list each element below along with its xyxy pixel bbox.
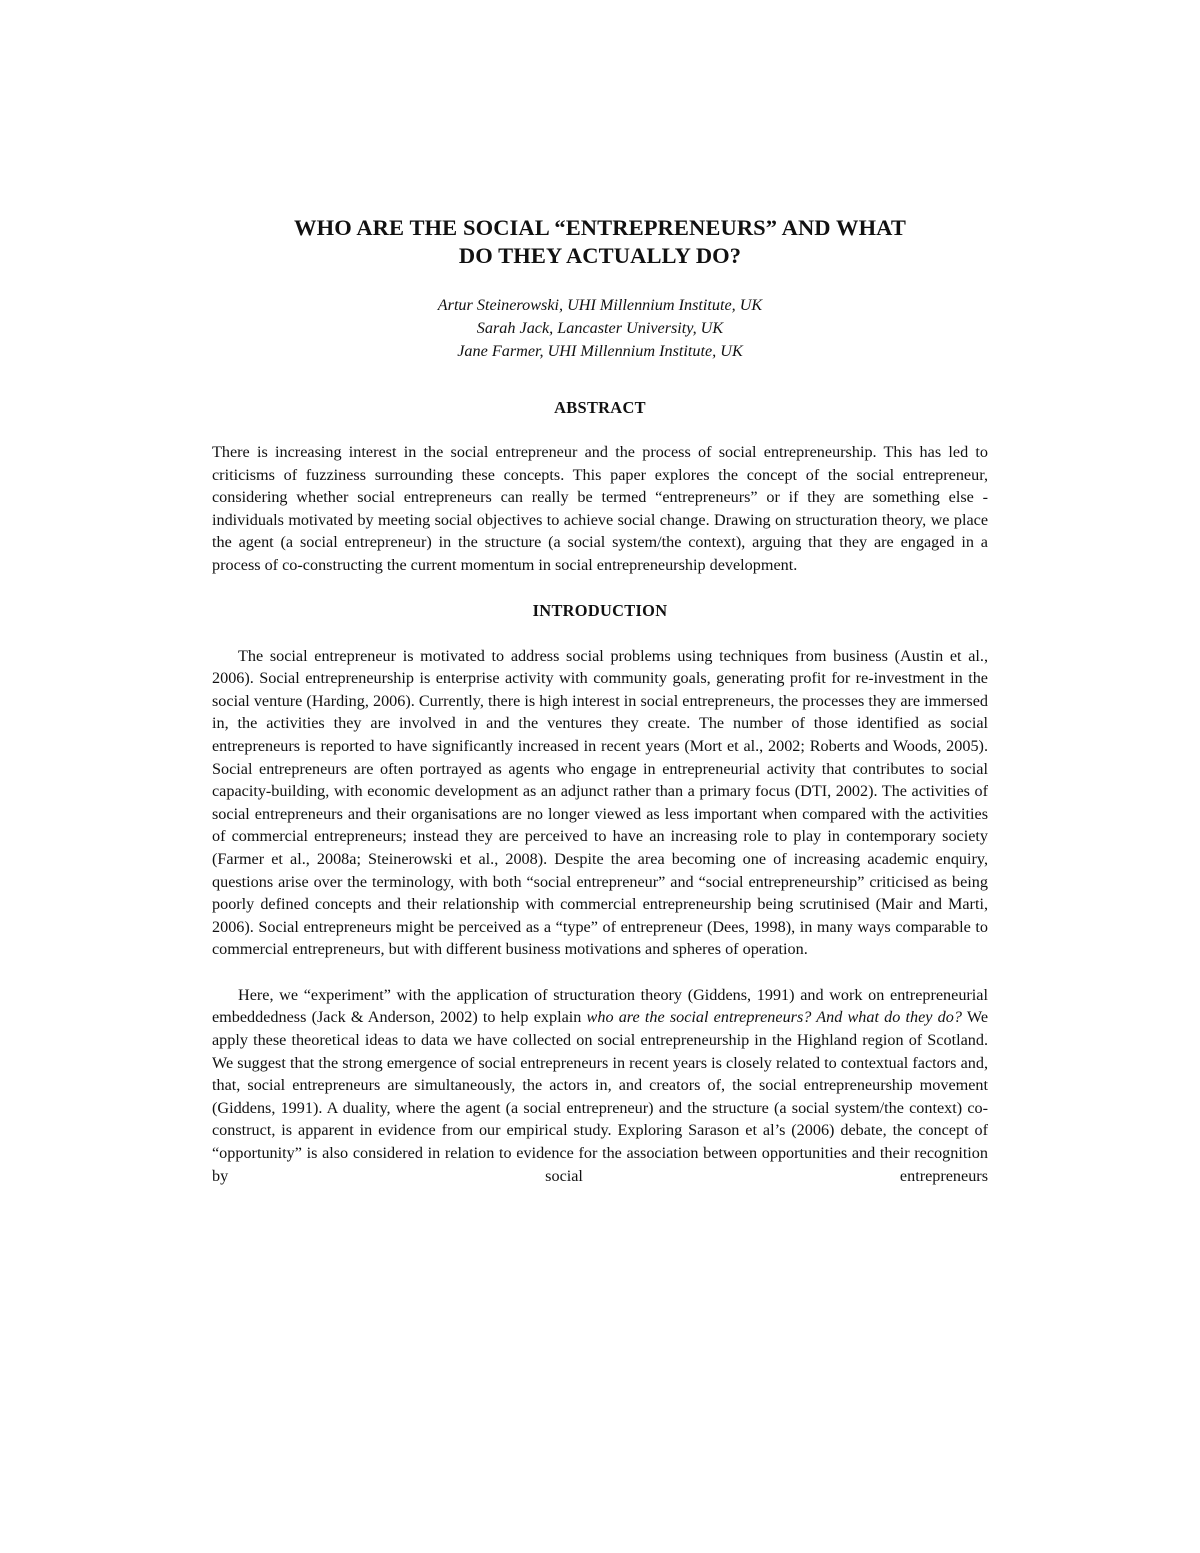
paper-title-line-2: DO THEY ACTUALLY DO? [458, 243, 742, 268]
author-affiliation: Artur Steinerowski, UHI Millennium Institute, UK [437, 296, 763, 314]
abstract-text: There is increasing interest in the social entrepreneur and the process of social entrepreneurship. This has led to criticisms of fuzziness surrounding these concepts. This paper explores the concept of the social entrepreneur, considering whether social entrepreneurs can really be termed “entrepreneurs” or if they are something else - individuals motivated by meeting social objectives to achieve social change. Drawing on structuration theory, we place the agent (a social entrepreneur) in the structure (a social system/the context), arguing that they are engaged in a process of co-constructing the current momentum in social entrepreneurship development. [212, 443, 988, 574]
introduction-paragraph-2 [212, 984, 988, 1187]
paper-title-line-1: WHO ARE THE SOCIAL “ENTREPRENEURS” AND WHAT [294, 215, 906, 240]
author-affiliation: Sarah Jack, Lancaster University, UK [476, 319, 724, 337]
paper-title [212, 214, 988, 270]
author-affiliation: Jane Farmer, UHI Millennium Institute, UK [457, 342, 743, 360]
abstract-heading: ABSTRACT [554, 398, 646, 417]
introduction-paragraph: The social entrepreneur is motivated to address social problems using techniques from business (Austin et al., 2006). Social entrepreneurship is enterprise activity with community goals, generating profit for re-investment in the social venture (Harding, 2006). Currently, there is high interest in social entrepreneurs, the processes they are immersed in, the activities they are involved in and the ventures they create. The number of those identified as social entrepreneurs is reported to have significantly increased in recent years (Mort et al., 2002; Roberts and Woods, 2005). Social entrepreneurs are often portrayed as agents who engage in entrepreneurial activity that contributes to social capacity-building, with economic development as an adjunct rather than a primary focus (DTI, 2002). The activities of social entrepreneurs and their organisations are no longer viewed as less important when compared with the activities of commercial entrepreneurs; instead they are perceived to have an increasing role to play in contemporary society (Farmer et al., 2008a; Steinerowski et al., 2008). Despite the area becoming one of increasing academic enquiry, questions arise over the terminology, with both “social entrepreneur” and “social entrepreneurship” criticised as being poorly defined concepts and their relationship with commercial entrepreneurship being scrutinised (Mair and Marti, 2006). Social entrepreneurs might be perceived as a “type” of entrepreneur (Dees, 1998), in many ways comparable to commercial entrepreneurs, but with different business motivations and spheres of operation. [212, 646, 988, 959]
paragraph-text: Here, we “experiment” with the application of structuration theory (Giddens, 1991) and work on entrepreneurial embeddedness (Jack & Anderson, 2002) to help explain [212, 985, 988, 1027]
paragraph-text: We apply these theoretical ideas to data we have collected on social entrepreneurship in the Highland region of Scotland. We suggest that the strong emergence of social entrepreneurs in recent years is closely related to contextual factors and, that, social entrepreneurs are simultaneously, the actors in, and creators of, the social entrepreneurship movement (Giddens, 1991). A duality, where the agent (a social entrepreneur) and the structure (a social system/the context) co-construct, is apparent in evidence from our empirical study. Exploring Sarason et al’s (2006) debate, the concept of “opportunity” is also considered in relation to evidence for the association between opportunities and their recognition by social entrepreneurs [212, 1008, 989, 1185]
author-list [212, 294, 988, 363]
research-questions: who are the social entrepreneurs? And what do they do? [586, 1008, 962, 1027]
paper-page [212, 214, 988, 1187]
introduction-heading: INTRODUCTION [532, 600, 668, 620]
